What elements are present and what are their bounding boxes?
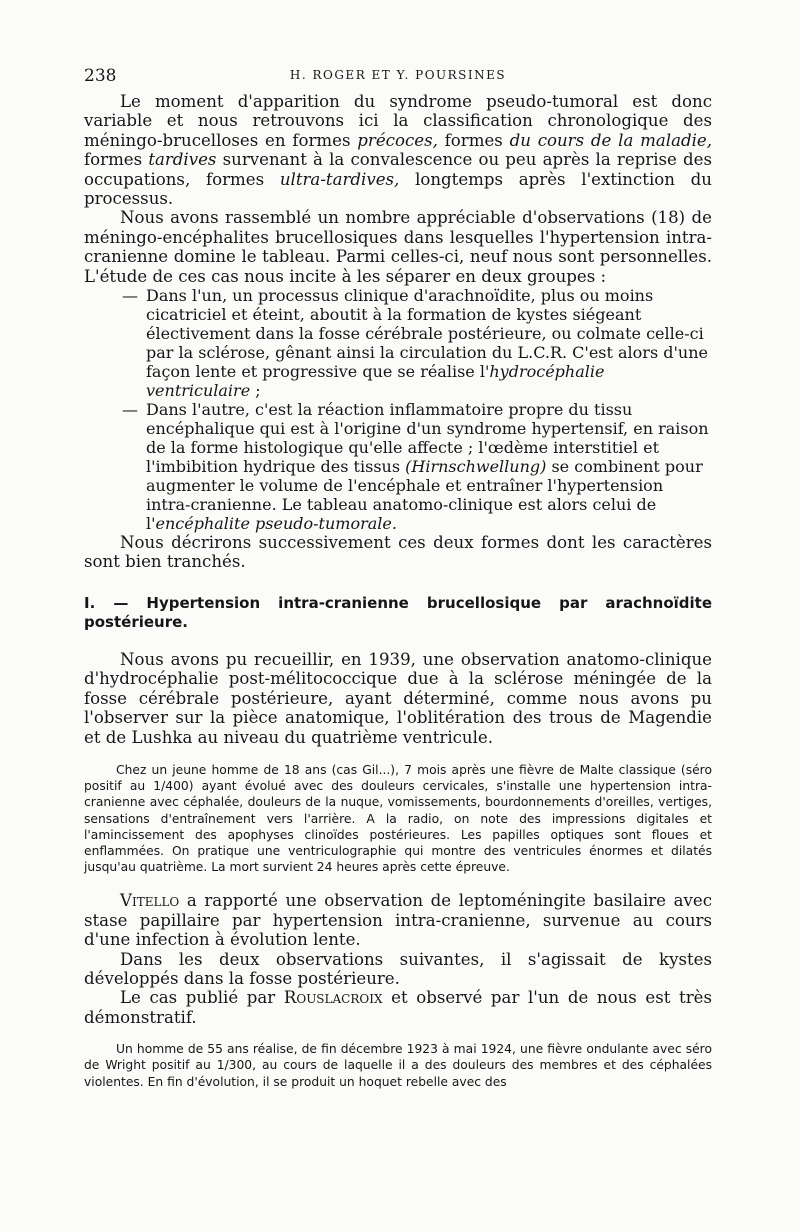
running-title: H. ROGER ET Y. POURSINES [289, 68, 507, 82]
emphasis-precoces: précoces, [357, 130, 438, 150]
section-heading: I. — Hypertension intra-cranienne brucellosique par arachnoïdite postérieure. [84, 593, 712, 631]
list-item-text: Dans l'un, un processus clinique d'arachnoïdite, plus ou moins cicatriciel et éteint, aboutit à la formation de kystes siégeant électivement dans la fosse cérébrale postérieure, ou colmate celle-ci par la sclérose, gênant ainsi la circulation du L.C.R. C'est alors d'une façon lente et progressive que se réalise l'hydrocéphalie ventriculaire ; [146, 286, 708, 401]
emphasis-encephalite: encéphalite pseudo-tumorale. [155, 514, 397, 534]
emphasis-hydrocephalie: hydrocéphalie ventriculaire [146, 362, 605, 401]
paragraph-observation-1939: Nous avons pu recueillir, en 1939, une observation anatomo-clinique d'hydrocéphalie post-mélitococcique due à la sclérose méningée de la fosse cérébrale postérieure, ayant déterminé, comme nous avons pu l'observer sur la pièce anatomique, l'oblitération des trous de Magendie et de Lushka au niveau du quatrième ventricule. [84, 649, 712, 747]
author-rouslacroix: Rouslacroix [283, 988, 383, 1008]
emphasis-cours-maladie: du cours de la maladie, [509, 130, 712, 150]
emphasis-tardives: tardives [148, 150, 217, 170]
case-report-55-ans: Un homme de 55 ans réalise, de fin décembre 1923 à mai 1924, une fièvre ondulante avec séro de Wright positif au 1/300, au cours de laquelle il a des douleurs des membres et des céphalées violentes. En fin d'évolution, il se produit un hoquet rebelle avec des [84, 1042, 712, 1089]
list-dash: — [122, 400, 138, 420]
running-head [84, 66, 712, 92]
paragraph-observations: Nous avons rassemblé un nombre appréciable d'observations (18) de méningo-encéphalites brucellosiques dans lesquelles l'hypertension intra-cranienne domine le tableau. Parmi celles-ci, neuf nous sont personnelles. L'étude de ces cas nous incite à les séparer en deux groupes : [84, 208, 712, 286]
list-item [84, 286, 712, 400]
list-item [84, 400, 712, 533]
page-number: 238 [84, 66, 117, 86]
paragraph-chronology: Le moment d'apparition du syndrome pseudo-tumoral est donc variable et nous retrouvons ici la classification chronologique des méningo-brucelloses en formes précoces, formes du cours de la maladie, formes tardives survenant à la convalescence ou peu après la reprise des occupations, formes ultra-tardives, longtemps après l'extinction du processus. [84, 92, 712, 209]
page [84, 66, 712, 1090]
paragraph-rouslacroix: Le cas publié par Rouslacroix et observé par l'un de nous est très démonstratif. [84, 988, 712, 1027]
paragraph-deux-formes: Nous décrirons successivement ces deux formes dont les caractères sont bien tranchés. [84, 533, 712, 572]
emphasis-ultra-tardives: ultra-tardives, [279, 169, 400, 189]
paragraph-vitello: Vitello a rapporté une observation de leptoméningite basilaire avec stase papillaire par hypertension intra-cranienne, survenue au cours d'une infection à évolution lente. [84, 891, 712, 950]
case-report-gil: Chez un jeune homme de 18 ans (cas Gil...), 7 mois après une fièvre de Malte classique (séro positif au 1/400) ayant évolué avec des douleurs cervicales, s'installe une hypertension intra-cranienne avec céphalée, douleurs de la nuque, vomissements, bourdonnements d'oreilles, vertiges, sensations d'entraînement vers l'arrière. A la radio, on note des impressions digitales et l'amincissement des apophyses clinoïdes postérieures. Les papilles optiques sont floues et enflammées. On pratique une ventriculographie qui montre des ventricules énormes et dilatés jusqu'au quatrième. La mort survient 24 heures après cette épreuve. [84, 762, 712, 875]
emphasis-hirnschwellung: (Hirnschwellung) [405, 457, 547, 477]
list-dash: — [122, 286, 138, 306]
author-vitello: Vitello [120, 891, 180, 911]
paragraph-kystes: Dans les deux observations suivantes, il s'agissait de kystes développés dans la fosse postérieure. [84, 949, 712, 988]
list-item-text: Dans l'autre, c'est la réaction inflammatoire propre du tissu encéphalique qui est à l'origine d'un syndrome hypertensif, en raison de la forme histologique qu'elle affecte ; l'œdème interstitiel et l'imbibition hydrique des tissus (Hirnschwellung) se combinent pour augmenter le volume de l'encéphale et entraîner l'hypertension intra-cranienne. Le tableau anatomo-clinique est alors celui de l'encéphalite pseudo-tumorale. [146, 400, 709, 534]
